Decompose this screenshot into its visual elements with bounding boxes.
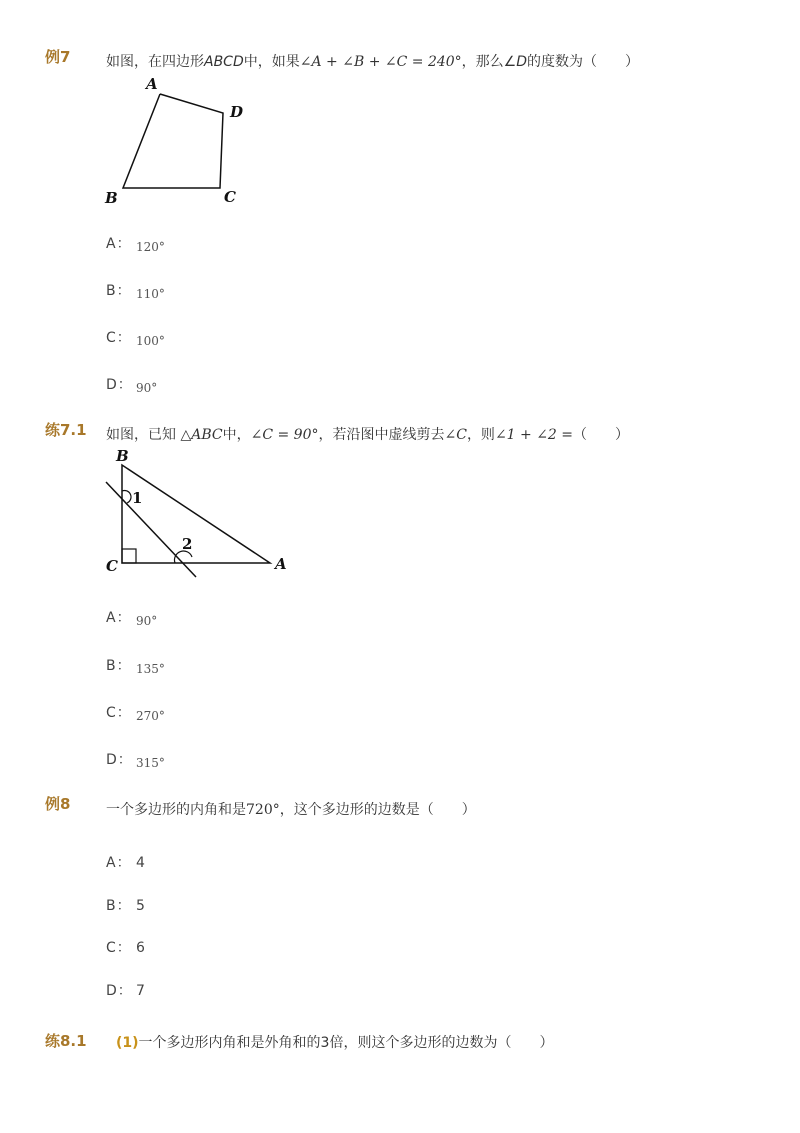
option-value: 6 xyxy=(136,940,145,956)
option-letter: B： xyxy=(106,283,132,299)
option-letter: B： xyxy=(106,658,132,674)
vertex-label-d: D xyxy=(230,103,244,121)
option-value: 7 xyxy=(136,983,145,999)
stem-text: ，这个多边形的边数是（ ） xyxy=(279,802,476,818)
option-d[interactable] xyxy=(106,374,157,394)
option-letter: D： xyxy=(106,377,133,393)
stem-math: 720° xyxy=(246,802,280,818)
stem-text: ，那么 xyxy=(461,54,504,70)
question-label-ex71: 练7.1 xyxy=(45,421,87,439)
option-letter: C： xyxy=(106,940,132,956)
option-a[interactable] xyxy=(106,607,157,627)
question-stem-ex71 xyxy=(106,424,629,444)
sub-question-number: (1) xyxy=(116,1035,139,1051)
vertex-label-b: B xyxy=(116,447,129,465)
question-stem-ex7 xyxy=(106,51,639,71)
option-value: 315° xyxy=(136,756,165,770)
stem-math: ∠A + ∠B + ∠C = 240° xyxy=(299,54,462,70)
option-c[interactable] xyxy=(106,702,165,722)
angle-label-2: 2 xyxy=(182,535,193,553)
vertex-label-a: A xyxy=(275,555,287,573)
option-letter: A： xyxy=(106,855,132,871)
question-label-ex7: 例7 xyxy=(45,48,71,66)
right-angle-mark xyxy=(122,549,136,563)
vertex-label-c: C xyxy=(106,557,118,575)
stem-text: 中，如果 xyxy=(243,54,300,70)
stem-text: （ ） xyxy=(573,427,630,443)
option-value: 4 xyxy=(136,855,145,871)
option-b[interactable] xyxy=(106,655,165,675)
option-value: 110° xyxy=(136,287,165,301)
option-a[interactable] xyxy=(106,233,165,253)
option-letter: C： xyxy=(106,705,132,721)
stem-text: 的度数为（ ） xyxy=(527,54,640,70)
vertex-label-b: B xyxy=(105,189,118,207)
option-value: 270° xyxy=(136,709,165,723)
stem-shape: ABCD xyxy=(204,54,244,70)
stem-math: ∠1 + ∠2 = xyxy=(494,427,574,443)
option-value: 120° xyxy=(136,240,165,254)
option-a[interactable] xyxy=(106,852,145,872)
stem-math: ∠C = 90° xyxy=(250,427,319,443)
option-letter: C： xyxy=(106,330,132,346)
option-c[interactable] xyxy=(106,327,165,347)
option-letter: A： xyxy=(106,610,132,626)
angle-label-1: 1 xyxy=(132,489,143,507)
triangle-figure xyxy=(100,445,300,580)
triangle-outline xyxy=(122,465,270,563)
stem-text: 如图，已知 xyxy=(106,427,176,443)
option-value: 90° xyxy=(136,381,158,395)
quadrilateral-figure xyxy=(100,70,280,210)
option-value: 100° xyxy=(136,334,165,348)
option-letter: D： xyxy=(106,752,133,768)
stem-text: 一个多边形内角和是外角和的3倍，则这个多边形的边数为（ ） xyxy=(138,1035,554,1051)
option-b[interactable] xyxy=(106,895,145,915)
option-letter: D： xyxy=(106,983,133,999)
option-d[interactable] xyxy=(106,749,165,769)
stem-text: ，则 xyxy=(466,427,495,443)
option-b[interactable] xyxy=(106,280,165,300)
option-letter: B： xyxy=(106,898,132,914)
option-value: 5 xyxy=(136,898,145,914)
vertex-label-a: A xyxy=(146,75,158,93)
stem-math: ∠C xyxy=(444,427,467,443)
question-label-ex8: 例8 xyxy=(45,795,71,813)
option-value: 135° xyxy=(136,662,165,676)
stem-text: 中， xyxy=(222,427,251,443)
option-value: 90° xyxy=(136,614,158,628)
question-stem-ex8 xyxy=(106,799,476,819)
quadrilateral-outline xyxy=(123,94,223,188)
question-label-ex81: 练8.1 xyxy=(45,1032,87,1050)
option-d[interactable] xyxy=(106,980,145,1000)
option-letter: A： xyxy=(106,236,132,252)
stem-math: ∠D xyxy=(503,54,528,70)
stem-text: 如图，在四边形 xyxy=(106,54,204,70)
vertex-label-c: C xyxy=(224,188,236,206)
stem-math: △ABC xyxy=(180,427,223,443)
question-stem-ex81 xyxy=(116,1032,553,1052)
option-c[interactable] xyxy=(106,937,145,957)
stem-text: ，若沿图中虚线剪去 xyxy=(318,427,445,443)
stem-text: 一个多边形的内角和是 xyxy=(106,802,246,818)
